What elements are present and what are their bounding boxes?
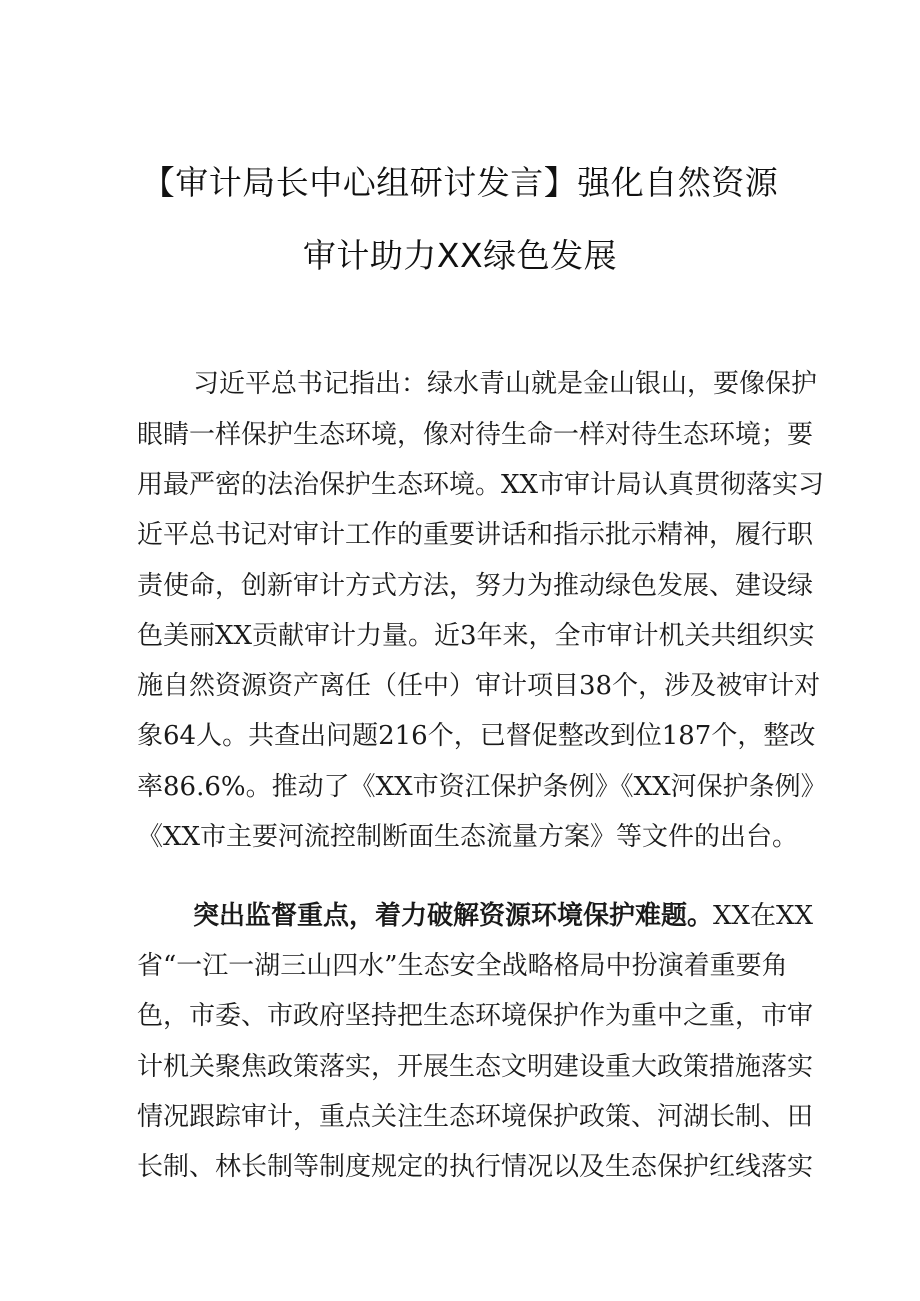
paragraph-2-line: 长制、林长制等制度规定的执行情况以及生态保护红线落实 [137, 1152, 814, 1182]
paragraph-2-first-line-rest: XX在XX [713, 901, 814, 931]
paragraph-1-line: 近平总书记对审计工作的重要讲话和指示批示精神，履行职 [137, 520, 814, 550]
paragraph-2-line: 省“一江一湖三山四水”生态安全战略格局中扮演着重要角 [137, 951, 788, 981]
paragraph-1-line: 用最严密的法治保护生态环境。XX市审计局认真贯彻落实习 [137, 470, 825, 500]
paragraph-1-line: 色美丽XX贡献审计力量。近3年来，全市审计机关共组织实 [137, 621, 815, 651]
document-title-line-2: 审计助力XX绿色发展 [302, 236, 618, 275]
paragraph-1-line: 《XX市主要河流控制断面生态流量方案》等文件的出台。 [137, 822, 799, 852]
paragraph-1-line: 率86.6%。推动了《XX市资江保护条例》《XX河保护条例》 [137, 772, 827, 802]
paragraph-2-lead-heading: 突出监督重点，着力破解资源环境保护难题。 [193, 901, 714, 931]
document-title-line-1: 【审计局长中心组研讨发言】强化自然资源 [141, 163, 779, 202]
paragraph-1-line: 象64人。共查出问题216个，已督促整改到位187个，整改 [137, 721, 816, 751]
paragraph-1-line: 施自然资源资产离任（任中）审计项目38个，涉及被审计对 [137, 671, 821, 701]
paragraph-2-line: 情况跟踪审计，重点关注生态环境保护政策、河湖长制、田 [137, 1102, 814, 1132]
paragraph-2-line: 色，市委、市政府坚持把生态环境保护作为重中之重，市审 [137, 1001, 814, 1031]
paragraph-2-line: 计机关聚焦政策落实，开展生态文明建设重大政策措施落实 [137, 1052, 814, 1082]
paragraph-2-first-line [193, 901, 814, 931]
paragraph-1-line: 责使命，创新审计方式方法，努力为推动绿色发展、建设绿 [137, 571, 814, 601]
paragraph-1-line: 习近平总书记指出：绿水青山就是金山银山，要像保护 [193, 369, 818, 399]
paragraph-1-line: 眼睛一样保护生态环境，像对待生命一样对待生态环境；要 [137, 420, 814, 450]
